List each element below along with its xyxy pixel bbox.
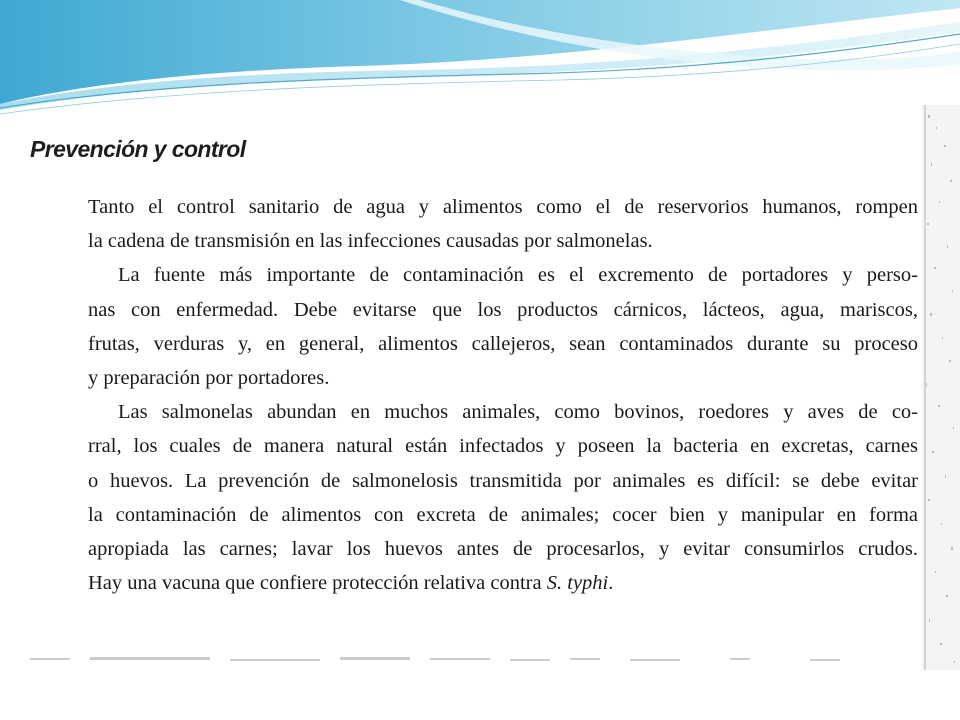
paragraph-1 xyxy=(88,190,918,258)
scan-footer-smudge-decoration xyxy=(30,652,910,668)
text-line: La fuente más importante de contaminación es el excremento de portadores y perso- xyxy=(118,264,918,287)
text-line: la cadena de transmisión en las infecciones causadas por salmonelas. xyxy=(88,230,653,253)
text-line: apropiada las carnes; lavar los huevos antes de procesarlos, y evitar consumirlos crudos. xyxy=(88,538,918,561)
text-line: la contaminación de alimentos con excreta de animales; cocer bien y manipular en forma xyxy=(88,503,918,526)
paragraph-3 xyxy=(88,395,918,600)
text-line: frutas, verduras y, en general, alimentos callejeros, sean contaminados durante su proceso xyxy=(88,332,918,355)
text-line: Las salmonelas abundan en muchos animales, como bovinos, roedores y aves de co- xyxy=(118,401,918,424)
text-line-final xyxy=(88,566,918,600)
body-text xyxy=(88,190,918,600)
paragraph-2 xyxy=(88,258,918,395)
scan-edge-noise-decoration xyxy=(922,105,960,670)
final-line-period: . xyxy=(608,572,614,595)
text-line: nas con enfermedad. Debe evitarse que los productos cárnicos, lácteos, agua, mariscos, xyxy=(88,298,918,321)
text-line: o huevos. La prevención de salmonelosis transmitida por animales es difícil: se debe evitar xyxy=(88,469,918,492)
final-line-text: Hay una vacuna que confiere protección relativa contra xyxy=(88,572,547,595)
species-name: S. typhi xyxy=(546,572,609,595)
header-swoosh-decoration xyxy=(0,0,960,120)
section-heading: Prevención y control xyxy=(30,136,246,162)
text-line: rral, los cuales de manera natural están infectados y poseen la bacteria en excretas, carnes xyxy=(88,435,918,458)
text-line: Tanto el control sanitario de agua y alimentos como el de reservorios humanos, rompen xyxy=(88,196,918,218)
text-line: y preparación por portadores. xyxy=(88,367,330,390)
